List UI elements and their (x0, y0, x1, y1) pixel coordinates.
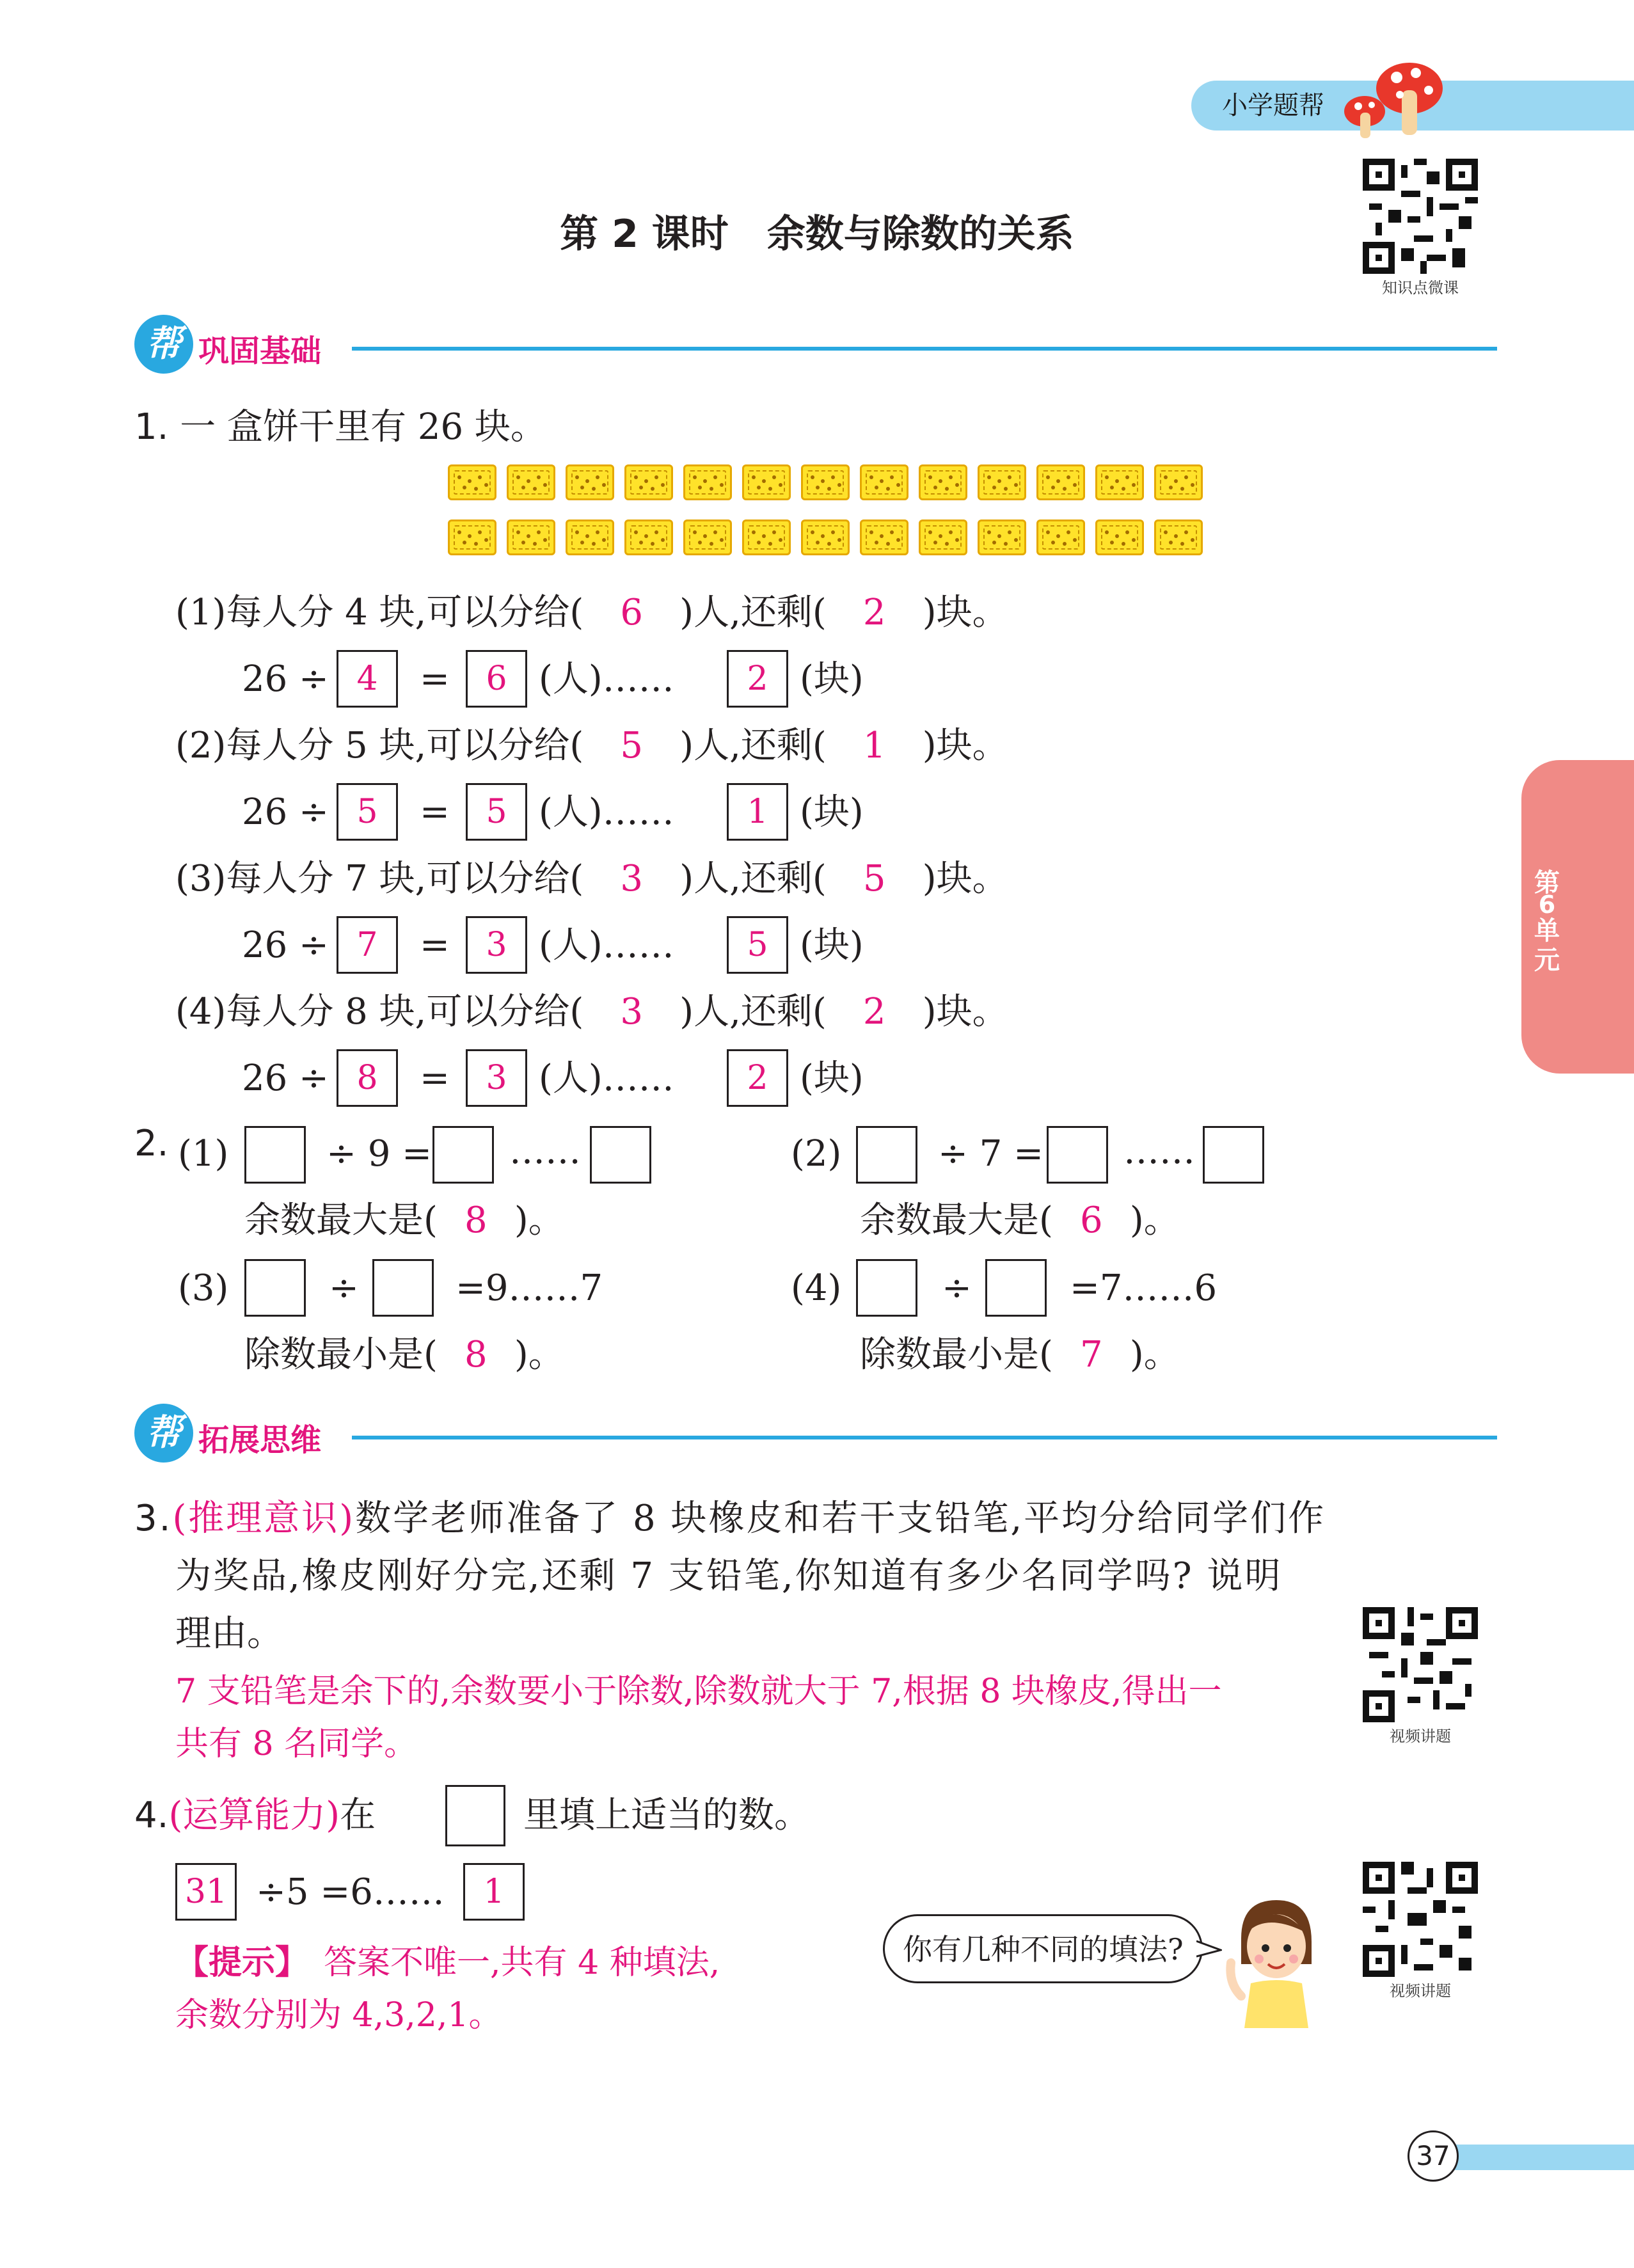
q2-p2-quotient-box[interactable] (1047, 1126, 1108, 1184)
q4-example-box (445, 1785, 505, 1846)
q1-part-dividend: 26 ÷ (242, 658, 329, 700)
biscuit-icon (919, 464, 967, 500)
page-title: 第 2 课时 余数与除数的关系 (560, 212, 1074, 257)
biscuit-grid (448, 464, 1216, 567)
q1-part-quotient-box[interactable]: 6 (466, 650, 527, 708)
q4-line (134, 1790, 376, 1841)
q1-part-unit2: (块) (800, 924, 864, 966)
biscuit-icon (860, 464, 908, 500)
q1-part-quotient-box[interactable]: 5 (466, 783, 527, 841)
q4-hint-line2: 余数分别为 4,3,2,1。 (175, 1996, 502, 2034)
q1-part-remainder-box[interactable]: 1 (727, 783, 788, 841)
biscuit-icon (1036, 519, 1085, 555)
q2-p1-end: )。 (514, 1200, 564, 1241)
biscuit-icon (1095, 464, 1144, 500)
q2-p4-result: =7……6 (1070, 1267, 1218, 1309)
brand-label: 小学题帮 (1222, 91, 1324, 120)
q1-part-text-a: 每人分 8 块,可以分给( (226, 991, 584, 1033)
q1-part-divisor-box[interactable]: 5 (337, 783, 398, 841)
q1-part-unit1: (人)…… (539, 924, 674, 966)
q1-part-question (175, 987, 1008, 1038)
q1-part-answer-people: 5 (620, 725, 644, 766)
q2-p2-ask (860, 1195, 1180, 1246)
q2-p4-dividend-box[interactable] (856, 1259, 917, 1317)
biscuit-icon (683, 464, 732, 500)
biscuit-icon (801, 464, 850, 500)
q1-part-unit2: (块) (800, 1058, 864, 1099)
q1-part-divisor-box[interactable]: 8 (337, 1049, 398, 1107)
q4-hint-tag: 【提示】 (175, 1944, 309, 1982)
q1-part-remainder-box[interactable]: 2 (727, 1049, 788, 1107)
q2-p3-ask-text: 除数最小是( (244, 1334, 438, 1376)
q1-part-text-b: )人,还剩( (679, 725, 827, 766)
q2-p1-ask (244, 1195, 564, 1246)
q1-part-answer-people: 6 (620, 592, 644, 633)
q1-part-dividend: 26 ÷ (242, 1058, 329, 1099)
biscuit-icon (683, 519, 732, 555)
q2-p1-dividend-box[interactable] (244, 1126, 306, 1184)
q1-part-text-b: )人,还剩( (679, 592, 827, 633)
q1-part-text-c: )块。 (922, 991, 1008, 1033)
q2-p1-remainder-box[interactable] (590, 1126, 651, 1184)
q3-tag: (推理意识) (172, 1498, 356, 1539)
q2-p2-label: (2) (791, 1133, 842, 1175)
q1-stem-text: 一 盒饼干里有 26 块。 (180, 406, 546, 448)
section-basic-title: 巩固基础 (198, 333, 322, 369)
q1-part-label: (1) (175, 592, 226, 633)
q2-p3-label: (3) (178, 1267, 229, 1309)
q2-p4-ask-text: 除数最小是( (860, 1334, 1053, 1376)
qr-label-micro-lesson: 知识点微课 (1382, 279, 1459, 297)
q2-p4-answer: 7 (1080, 1334, 1103, 1376)
q1-part-divisor-box[interactable]: 4 (337, 650, 398, 708)
q1-part-dividend: 26 ÷ (242, 924, 329, 966)
q1-part-question (175, 587, 1008, 638)
q3-number: 3. (134, 1498, 173, 1539)
q1-part-unit1: (人)…… (539, 791, 674, 833)
q1-part-quotient-box[interactable]: 3 (466, 916, 527, 974)
q1-part-question (175, 853, 1008, 905)
q2-p4-divisor-box[interactable] (985, 1259, 1047, 1317)
biscuit-icon (860, 519, 908, 555)
biscuit-icon (448, 519, 496, 555)
q4-hint-text1: 答案不唯一,共有 4 种填法, (324, 1944, 720, 1982)
qr-code-q3-video[interactable] (1363, 1607, 1478, 1722)
q2-p1-dots: …… (509, 1130, 581, 1172)
q4-remainder-box[interactable]: 1 (463, 1863, 525, 1921)
q2-p3-answer: 8 (464, 1334, 488, 1376)
section-extend-rule (352, 1436, 1497, 1439)
mushroom-icon (1336, 55, 1451, 145)
biscuit-icon (566, 464, 614, 500)
q1-part-divisor-box[interactable]: 7 (337, 916, 398, 974)
q2-p4-label: (4) (791, 1267, 842, 1309)
q1-part-remainder-box[interactable]: 5 (727, 916, 788, 974)
q1-part-eq: = (420, 1058, 450, 1099)
q2-number: 2. (134, 1123, 169, 1164)
q4-dividend-box[interactable]: 31 (175, 1863, 237, 1921)
q2-p4-ask (860, 1329, 1180, 1381)
q2-p4-op: ÷ (942, 1267, 972, 1309)
q3-line2: 为奖品,橡皮刚好分完,还剩 7 支铅笔,你知道有多少名同学吗? 说明 (175, 1555, 1283, 1597)
q1-part-unit1: (人)…… (539, 1058, 674, 1099)
q2-p2-dividend-box[interactable] (856, 1126, 917, 1184)
unit-side-tab[interactable] (1521, 760, 1634, 1074)
q2-p3-result: =9……7 (456, 1267, 603, 1309)
q2-p1-quotient-box[interactable] (432, 1126, 494, 1184)
girl-character-icon (1216, 1887, 1331, 2028)
q3-answer-line1: 7 支铅笔是余下的,余数要小于除数,除数就大于 7,根据 8 块橡皮,得出一 (175, 1672, 1222, 1711)
q1-part-answer-people: 3 (620, 858, 644, 900)
q4-hint-line1 (175, 1937, 720, 1988)
q2-p3-dividend-box[interactable] (244, 1259, 306, 1317)
q2-p3-end: )。 (514, 1334, 564, 1376)
q1-part-answer-left: 5 (862, 858, 886, 900)
qr-label-q4: 视频讲题 (1390, 1982, 1451, 2000)
section-extend-badge: 帮 (134, 1404, 193, 1463)
q1-part-text-c: )块。 (922, 592, 1008, 633)
unit-tab-line2: 单元 (1534, 916, 1560, 975)
q1-part-answer-left: 1 (862, 725, 886, 766)
q4-op: ÷5 =6…… (256, 1871, 445, 1913)
q1-part-eq: = (420, 658, 450, 700)
q1-part-question (175, 720, 1008, 772)
q1-part-eq: = (420, 924, 450, 966)
q1-part-label: (3) (175, 858, 226, 900)
biscuit-icon (507, 464, 555, 500)
q1-part-unit2: (块) (800, 791, 864, 833)
biscuit-icon (978, 519, 1026, 555)
biscuit-icon (919, 519, 967, 555)
speech-bubble (883, 1914, 1203, 1983)
q3-line3: 理由。 (175, 1613, 283, 1654)
biscuit-icon (448, 464, 496, 500)
q2-p2-end: )。 (1129, 1200, 1180, 1241)
biscuit-icon (507, 519, 555, 555)
q2-p2-remainder-box[interactable] (1203, 1126, 1264, 1184)
biscuit-icon (742, 464, 791, 500)
unit-tab-line1: 第 (1534, 868, 1560, 898)
qr-label-q3: 视频讲题 (1390, 1727, 1451, 1745)
biscuit-icon (624, 519, 673, 555)
q1-part-label: (2) (175, 725, 226, 766)
section-extend-header (134, 1402, 1497, 1473)
q1-number: 1. (134, 406, 169, 448)
biscuit-icon (742, 519, 791, 555)
q1-stem (134, 402, 546, 453)
section-basic-badge: 帮 (134, 315, 193, 374)
q2-p2-dots: …… (1123, 1130, 1195, 1172)
q1-part-dividend: 26 ÷ (242, 791, 329, 833)
q4-post: 里填上适当的数。 (523, 1795, 810, 1836)
q2-p1-label: (1) (178, 1133, 229, 1175)
q1-part-text-a: 每人分 5 块,可以分给( (226, 725, 584, 766)
q1-part-text-c: )块。 (922, 725, 1008, 766)
q1-part-unit2: (块) (800, 658, 864, 700)
q1-part-text-a: 每人分 4 块,可以分给( (226, 592, 584, 633)
q1-part-text-b: )人,还剩( (679, 858, 827, 900)
q1-part-eq: = (420, 791, 450, 833)
q2-p1-ask-text: 余数最大是( (244, 1200, 438, 1241)
section-basic-rule (352, 347, 1497, 351)
q3-line1 (134, 1493, 1326, 1544)
q3-line1-text: 数学老师准备了 8 块橡皮和若干支铅笔,平均分给同学们作 (355, 1498, 1326, 1539)
q2-p2-ask-text: 余数最大是( (860, 1200, 1053, 1241)
biscuit-icon (566, 519, 614, 555)
qr-code-q4-video[interactable] (1363, 1862, 1478, 1977)
section-extend-title: 拓展思维 (198, 1422, 322, 1458)
biscuit-icon (801, 519, 850, 555)
q2-p1-answer: 8 (464, 1200, 488, 1241)
q2-p3-divisor-box[interactable] (372, 1259, 434, 1317)
biscuit-icon (1095, 519, 1144, 555)
q1-part-text-c: )块。 (922, 858, 1008, 900)
page-number: 37 (1408, 2130, 1459, 2182)
q2-p1-op: ÷ 9 = (326, 1133, 432, 1175)
q1-part-answer-left: 2 (862, 991, 886, 1033)
biscuit-icon (978, 464, 1026, 500)
q2-p2-op: ÷ 7 = (938, 1133, 1044, 1175)
q4-number: 4. (134, 1795, 169, 1836)
q1-part-answer-people: 3 (620, 991, 644, 1033)
q2-p3-op: ÷ (329, 1267, 359, 1309)
q1-part-text-b: )人,还剩( (679, 991, 827, 1033)
q1-part-text-a: 每人分 7 块,可以分给( (226, 858, 584, 900)
q2-p4-end: )。 (1129, 1334, 1180, 1376)
q3-answer-line2: 共有 8 名同学。 (175, 1725, 418, 1763)
q1-part-unit1: (人)…… (539, 658, 674, 700)
biscuit-icon (1154, 519, 1203, 555)
q4-pre: 在 (340, 1795, 376, 1836)
q1-part-answer-left: 2 (862, 592, 886, 633)
section-basic-header (134, 313, 1497, 384)
biscuit-icon (1036, 464, 1085, 500)
speech-bubble-text: 你有几种不同的填法? (903, 1932, 1184, 1967)
q2-p3-ask (244, 1329, 564, 1381)
biscuit-icon (624, 464, 673, 500)
q1-part-quotient-box[interactable]: 3 (466, 1049, 527, 1107)
q1-part-remainder-box[interactable]: 2 (727, 650, 788, 708)
q4-tag: (运算能力) (168, 1795, 340, 1836)
unit-tab-number: 6 (1538, 891, 1556, 919)
q2-p2-answer: 6 (1080, 1200, 1103, 1241)
biscuit-icon (1154, 464, 1203, 500)
q1-part-label: (4) (175, 991, 226, 1033)
